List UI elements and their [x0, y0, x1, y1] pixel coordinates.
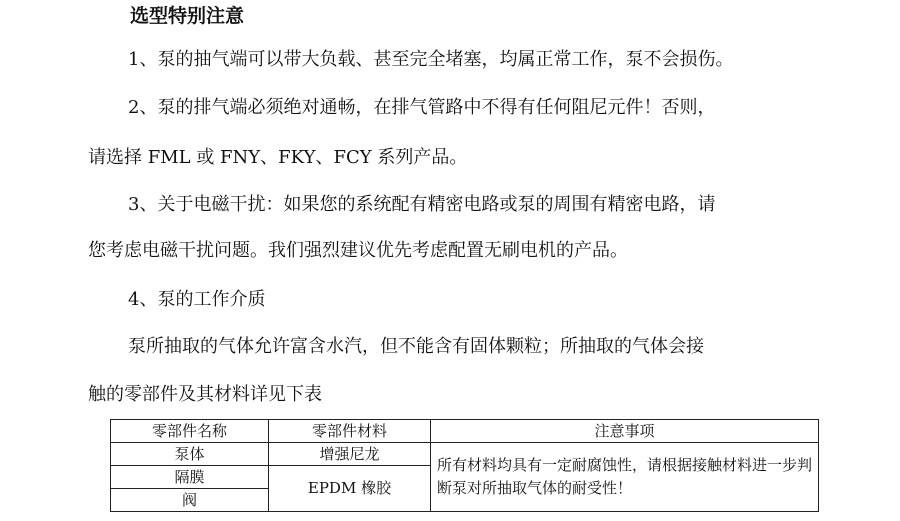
- header-part-name: 零部件名称: [111, 420, 269, 443]
- materials-table: [110, 419, 819, 512]
- table-header-row: [111, 420, 819, 443]
- table-row: [111, 443, 819, 466]
- item-3-line-2: 您考虑电磁干扰问题。我们强烈建议优先考虑配置无刷电机的产品。: [88, 240, 628, 261]
- item-4-title: 4、泵的工作介质: [128, 289, 266, 310]
- header-notes: 注意事项: [431, 420, 819, 443]
- item-1-line-1: 1、泵的抽气端可以带大负载、甚至完全堵塞，均属正常工作，泵不会损伤。: [128, 49, 734, 70]
- part-name-cell: 泵体: [111, 443, 269, 466]
- item-2-line-2: 请选择 FML 或 FNY、FKY、FCY 系列产品。: [88, 147, 468, 168]
- item-3-line-1: 3、关于电磁干扰：如果您的系统配有精密电路或泵的周围有精密电路，请: [128, 194, 716, 215]
- item-4-line-2: 触的零部件及其材料详见下表: [88, 384, 322, 405]
- notes-cell: 所有材料均具有一定耐腐蚀性，请根据接触材料进一步判断泵对所抽取气体的耐受性！: [431, 443, 819, 512]
- item-4-line-1: 泵所抽取的气体允许富含水汽，但不能含有固体颗粒；所抽取的气体会接: [128, 336, 704, 357]
- part-material-cell: EPDM 橡胶: [269, 466, 431, 512]
- header-part-material: 零部件材料: [269, 420, 431, 443]
- part-material-cell: 增强尼龙: [269, 443, 431, 466]
- part-name-cell: 隔膜: [111, 466, 269, 489]
- item-2-line-1: 2、泵的排气端必须绝对通畅，在排气管路中不得有任何阻尼元件！否则，: [128, 97, 716, 118]
- part-name-cell: 阀: [111, 489, 269, 512]
- section-heading: 选型特别注意: [130, 5, 245, 27]
